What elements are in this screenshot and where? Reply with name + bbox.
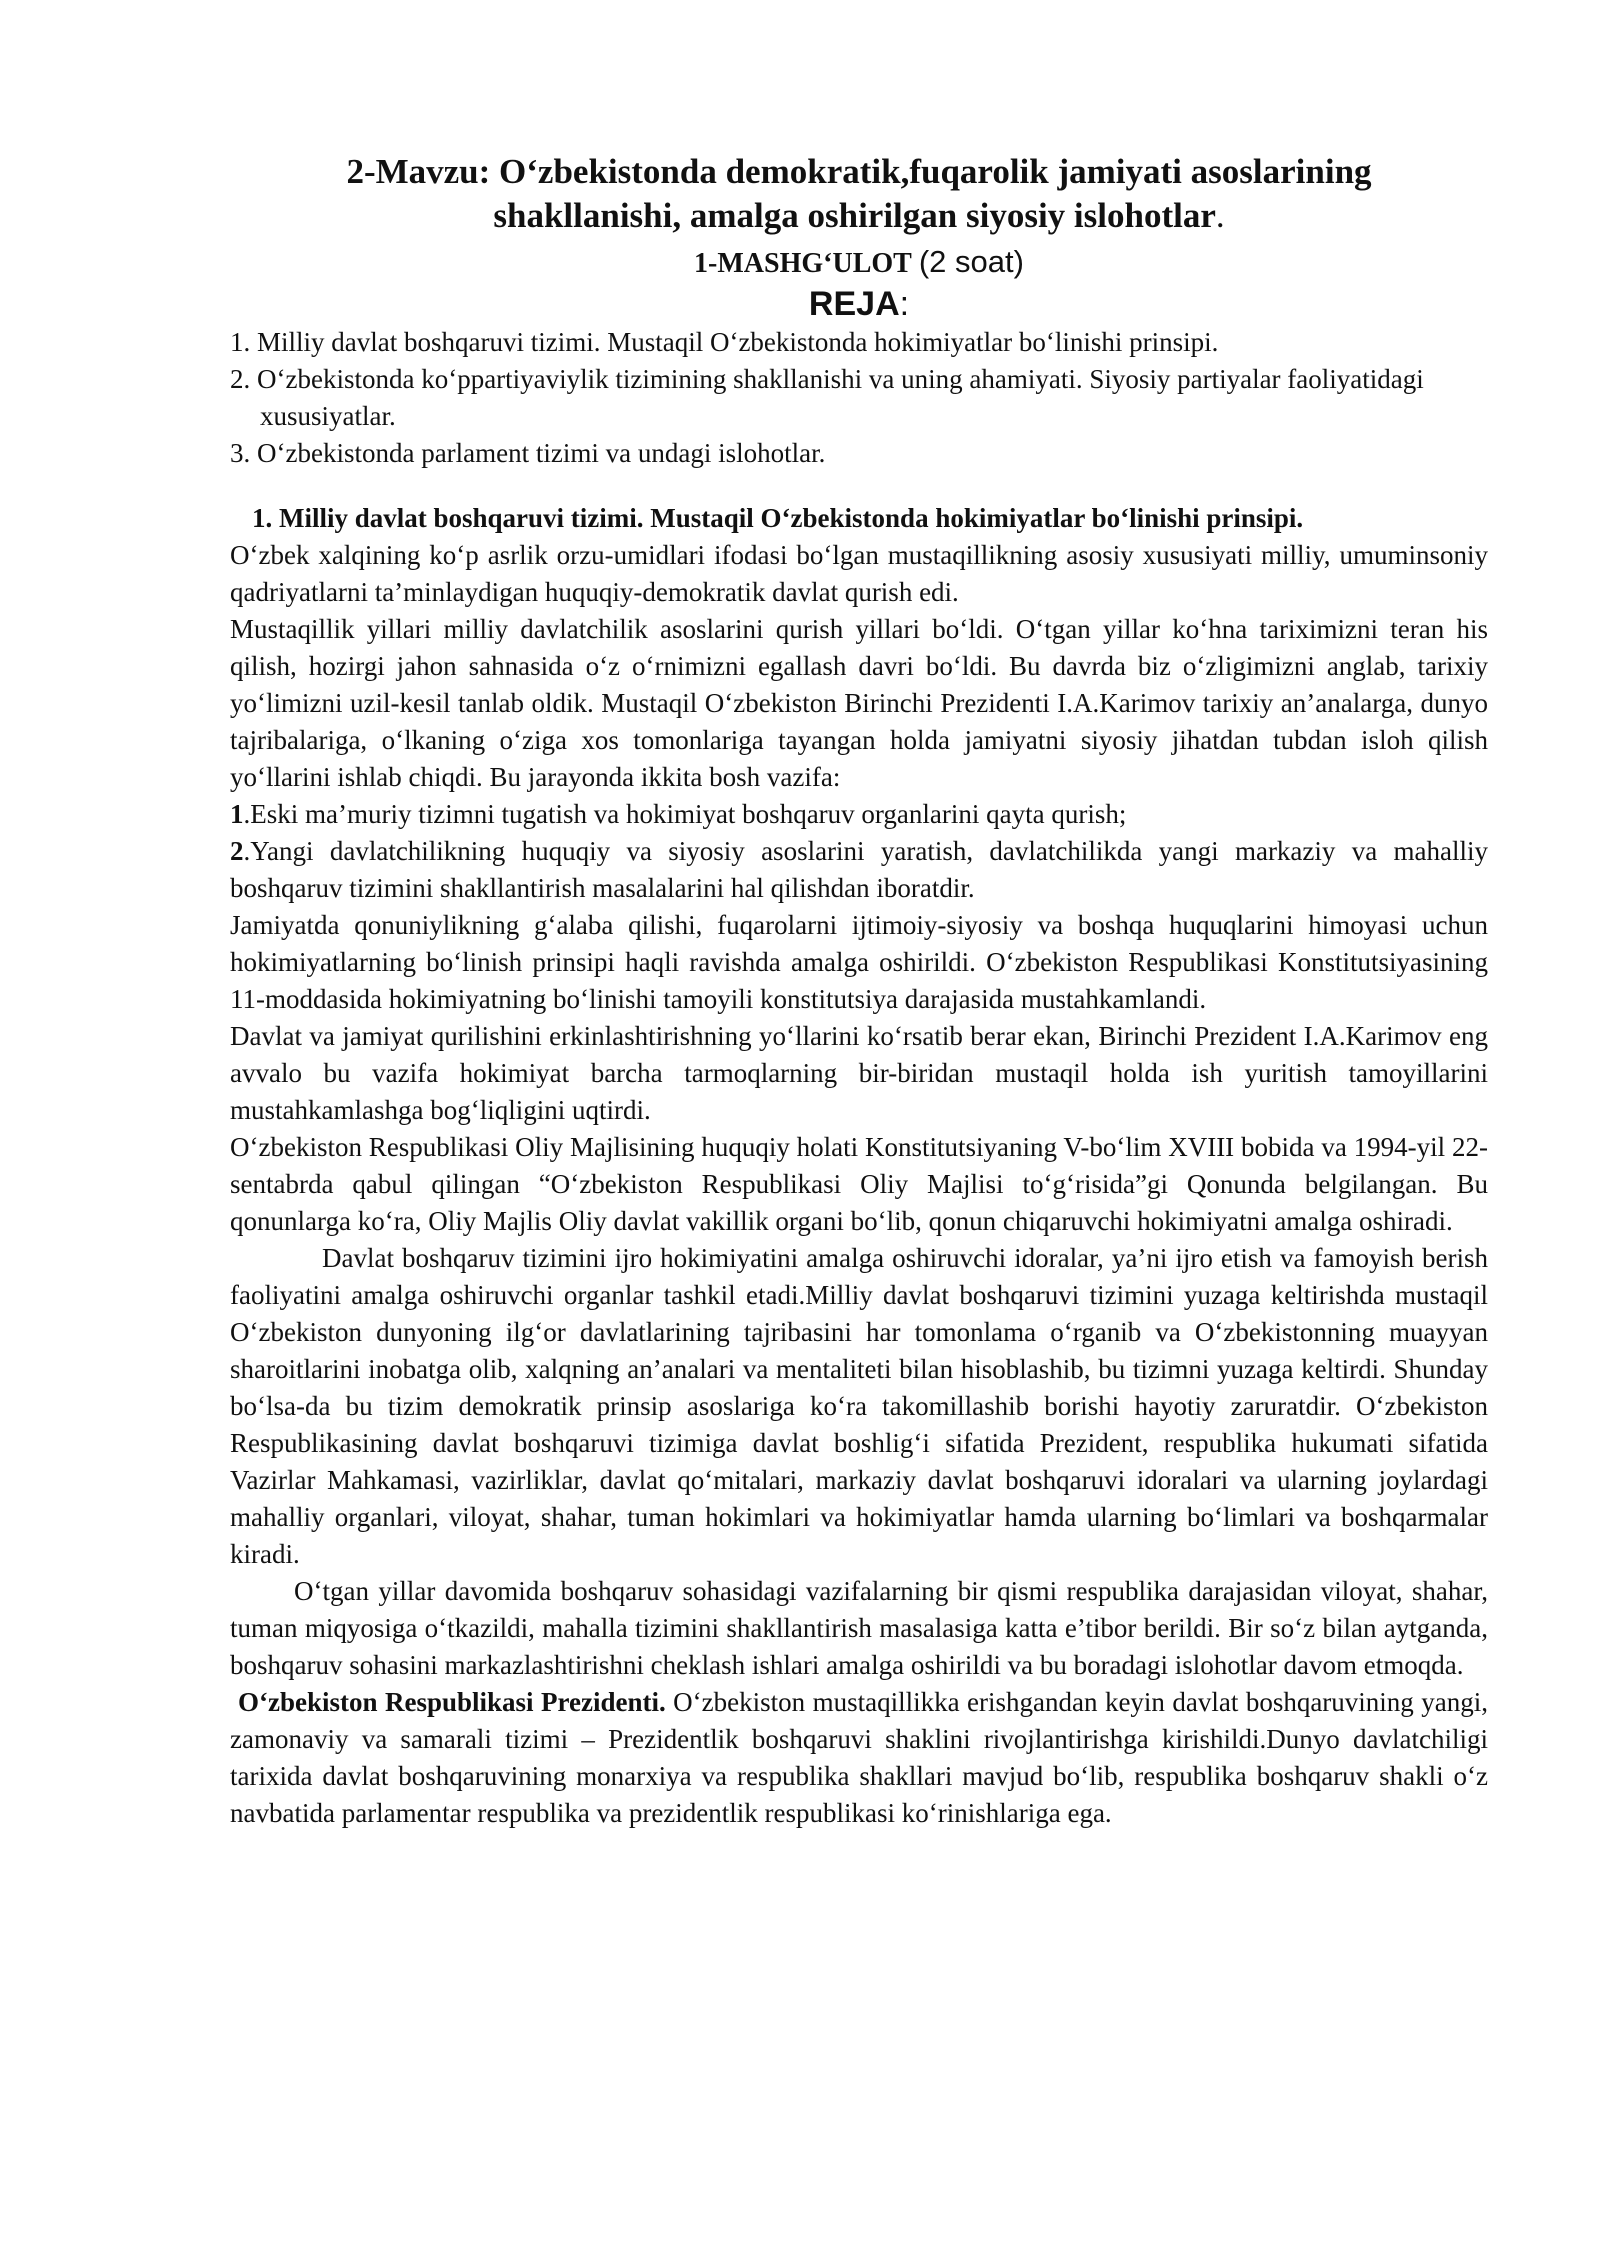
paragraph-7: O‘tgan yillar davomida boshqaruv sohasidagi vazifalarning bir qismi respublika darajasidan viloyat, shahar, tuman miqyosiga o‘tkazildi, mahalla tizimini shakllantirish masalasiga katta e’tibor berildi. Bir so‘z bilan aytganda, boshqaruv sohasini markazlashtirishni cheklash ishlari amalga oshirildi va bu boradagi islohotlar davom etmoqda. (230, 1576, 1488, 1680)
president-heading: O‘zbekiston Respublikasi Prezidenti. (238, 1687, 666, 1717)
title-text: 2-Mavzu: O‘zbekistonda demokratik,fuqarolik jamiyati asoslarining shakllanishi, amalga oshirilgan siyosiy islohotlar (346, 152, 1372, 235)
plan-colon: : (899, 285, 910, 323)
plan-item-1: 1. Milliy davlat boshqaruvi tizimi. Mustaqil O‘zbekistonda hokimiyatlar bo‘linishi prinsipi. (230, 327, 1219, 357)
paragraph-8 (230, 1684, 1488, 1832)
paragraph-1: O‘zbek xalqining ko‘p asrlik orzu-umidlari ifodasi bo‘lgan mustaqillikning asosiy xususiyati milliy, umuminsoniy qadriyatlarni ta’minlaydigan huquqiy-demokratik davlat qurish edi. (230, 540, 1488, 607)
task-2 (230, 833, 1488, 907)
task-1 (230, 796, 1488, 833)
paragraph-8-text: O‘zbekiston mustaqillikka erishgandan keyin davlat boshqaruvining yangi, zamonaviy va samarali tizimi – Prezidentlik boshqaruvi shaklini rivojlantirishga kirishildi.Dunyo davlatchiligi tarixida davlat boshqaruvining monarxiya va respublika shakllari mavjud bo‘lib, respublika boshqaruv shakli o‘z navbatida parlamentar respublika va prezidentlik respublikasi ko‘rinishlariga ega. (230, 1687, 1488, 1828)
paragraph-2: Mustaqillik yillari milliy davlatchilik asoslarini qurish yillari bo‘ldi. O‘tgan yillar ko‘hna tariximizni teran his qilish, hozirgi jahon sahnasida o‘z o‘rnimizni egallash davri bo‘ldi. Bu davrda biz o‘zligimizni anglab, tarixiy yo‘limizni uzil-kesil tanlab oldik. Mustaqil O‘zbekiston Birinchi Prezidenti I.A.Karimov tarixiy an’analarga, dunyo tajribalariga, o‘lkaning o‘ziga xos tomonlariga tayangan holda jamiyatni siyosiy jihatdan tubdan isloh qilish yo‘llarini ishlab chiqdi. Bu jarayonda ikkita bosh vazifa: (230, 614, 1488, 792)
task-2-number: 2 (230, 836, 244, 866)
plan-item-2: 2. O‘zbekistonda ko‘ppartiyaviylik tizimining shakllanishi va uning ahamiyati. Siyosiy partiyalar faoliyatidagi xususiyatlar. (230, 364, 1424, 431)
session-label: 1-MASHG‘ULOT (694, 248, 912, 279)
paragraph-6: Davlat boshqaruv tizimini ijro hokimiyatini amalga oshiruvchi idoralar, ya’ni ijro etish va famoyish berish faoliyatini amalga oshiruvchi organlar tashkil etadi.Milliy davlat boshqaruvi tizimini yuzaga keltirishda mustaqil O‘zbekiston dunyoning ilg‘or davlatlarining tajribasini har tomonlama o‘rganib va O‘zbekistonning muayyan sharoitlarini inobatga olib, xalqning an’analari va mentaliteti bilan hisoblashib, bu tizimni yuzaga keltirdi. Shunday bo‘lsa-da bu tizim demokratik prinsip asoslariga ko‘ra takomillashib borishi hayotiy zaruratdir. O‘zbekiston Respublikasining davlat boshqaruvi tizimiga davlat boshlig‘i sifatida Prezident, respublika hukumati sifatida Vazirlar Mahkamasi, vazirliklar, davlat qo‘mitalari, markaziy davlat boshqaruvi idoralari va ularning joylardagi mahalliy organlari, viloyat, shahar, tuman hokimlari va hokimiyatlar hamda ularning bo‘limlari va boshqarmalar kiradi. (230, 1243, 1488, 1569)
plan-heading (230, 284, 1488, 324)
plan-list (230, 324, 1488, 472)
paragraph-3: Jamiyatda qonuniylikning g‘alaba qilishi, fuqarolarni ijtimoiy-siyosiy va boshqa huquqlarini himoyasi uchun hokimiyatlarning bo‘linish prinsipi haqli ravishda amalga oshirildi. O‘zbekiston Respublikasi Konstitutsiyasining 11-moddasida hokimiyatning bo‘linishi tamoyili konstitutsiya darajasida mustahkamlandi. (230, 910, 1488, 1014)
document-page (230, 150, 1488, 1832)
plan-item-3: 3. O‘zbekistonda parlament tizimi va undagi islohotlar. (230, 438, 826, 468)
document-title (230, 150, 1488, 238)
paragraph-4: Davlat va jamiyat qurilishini erkinlashtirishning yo‘llarini ko‘rsatib berar ekan, Birinchi Prezident I.A.Karimov eng avvalo bu vazifa hokimiyat barcha tarmoqlarning bir-biridan mustaqil holda ish yuritish tamoyillarini mustahkamlashga bog‘liqligini uqtirdi. (230, 1021, 1488, 1125)
session-heading (230, 242, 1488, 284)
task-1-number: 1 (230, 799, 244, 829)
paragraph-5: O‘zbekiston Respublikasi Oliy Majlisining huquqiy holati Konstitutsiyaning V-bo‘lim XVIII bobida va 1994-yil 22-sentabrda qabul qilingan “O‘zbekiston Respublikasi Oliy Majlisi to‘g‘risida”gi Qonunda belgilangan. Bu qonunlarga ko‘ra, Oliy Majlis Oliy davlat vakillik organi bo‘lib, qonun chiqaruvchi hokimiyatni amalga oshiradi. (230, 1132, 1488, 1236)
task-1-text: .Eski ma’muriy tizimni tugatish va hokimiyat boshqaruv organlarini qayta qurish; (243, 799, 1127, 829)
task-2-text: .Yangi davlatchilikning huquqiy va siyosiy asoslarini yaratish, davlatchilikda yangi markaziy va mahalliy boshqaruv tizimini shakllantirish masalalarini hal qilishdan iboratdir. (230, 836, 1488, 903)
plan-label: REJA (808, 285, 900, 323)
section-1-heading: 1. Milliy davlat boshqaruvi tizimi. Mustaqil O‘zbekistonda hokimiyatlar bo‘linishi prinsipi. (252, 503, 1304, 533)
session-hours: (2 soat) (918, 244, 1024, 279)
title-period: . (1215, 196, 1225, 235)
